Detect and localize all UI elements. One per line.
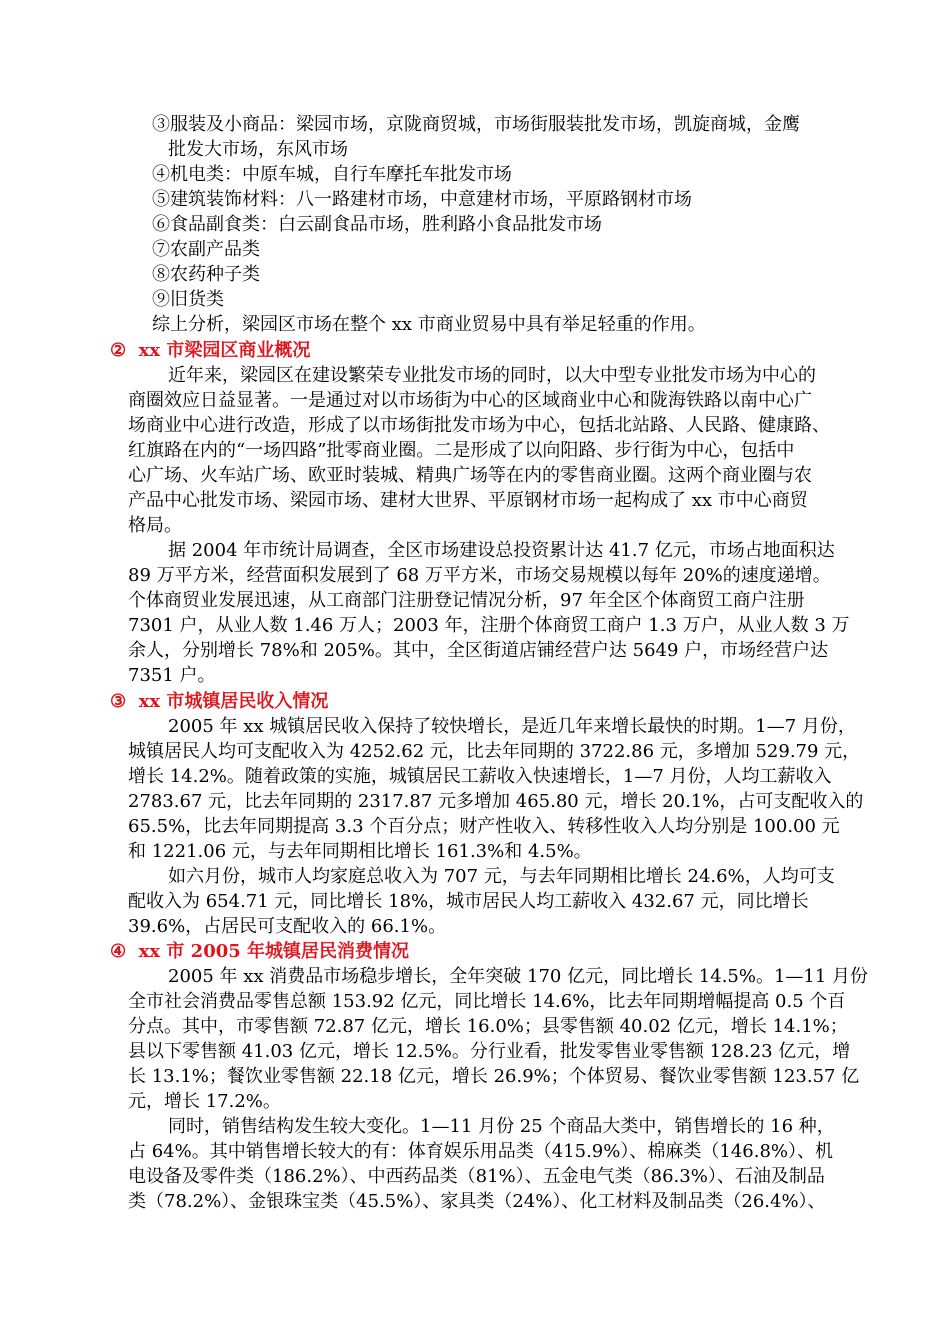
body-text-line: 商圈效应日益显著。一是通过对以市场街为中心的区域商业中心和陇海铁路以南中心广 (128, 390, 812, 411)
body-text-line: ⑧农药种子类 (152, 264, 260, 285)
body-text-line: 配收入为 654.71 元，同比增长 18%，城市居民人均工薪收入 432.67 元，同比增长 (128, 891, 809, 912)
body-text-line: 元，增长 17.2%。 (128, 1091, 281, 1112)
body-text-line: 产品中心批发市场、梁园市场、建材大世界、平原钢材市场一起构成了 xx 市中心商贸 (128, 490, 808, 511)
body-text-line: 电设备及零件类（186.2%）、中西药品类（81%）、五金电气类（86.3%）、石油及制品 (128, 1166, 825, 1187)
body-text-line: 城镇居民人均可支配收入为 4252.62 元，比去年同期的 3722.86 元，多增加 529.79 元， (128, 741, 861, 762)
body-text-line: 近年来，梁园区在建设繁荣专业批发市场的同时，以大中型专业批发市场为中心的 (168, 365, 816, 386)
body-text-line: 批发大市场，东风市场 (168, 139, 348, 160)
body-text-line: 如六月份，城市人均家庭总收入为 707 元，与去年同期相比增长 24.6%，人均可支 (168, 866, 835, 887)
body-text-line: 39.6%，占居民可支配收入的 66.1%。 (128, 916, 447, 937)
body-text-line: ③服装及小商品：梁园市场，京陇商贸城，市场街服装批发市场，凯旋商城，金鹰 (152, 114, 800, 135)
body-text-line: ⑤建筑装饰材料：八一路建材市场，中意建材市场，平原路钢材市场 (152, 189, 692, 210)
body-text-line: ⑨旧货类 (152, 289, 224, 310)
section-heading: ④ xx 市 2005 年城镇居民消费情况 (110, 941, 410, 962)
body-text-line: ⑦农副产品类 (152, 239, 260, 260)
body-text-line: 个体商贸业发展迅速，从工商部门注册登记情况分析，97 年全区个体商贸工商户注册 (128, 590, 805, 611)
body-text-line: 场商业中心进行改造，形成了以市场街批发市场为中心，包括北站路、人民路、健康路、 (128, 415, 830, 436)
body-text-line: 心广场、火车站广场、欧亚时装城、精典广场等在内的零售商业圈。这两个商业圈与农 (128, 465, 812, 486)
body-text-line: 全市社会消费品零售总额 153.92 亿元，同比增长 14.6%，比去年同期增幅提高 0.5 个百 (128, 991, 846, 1012)
body-text-line: 县以下零售额 41.03 亿元，增长 12.5%。分行业看，批发零售业零售额 128.23 亿元，增 (128, 1041, 851, 1062)
section-heading: ③ xx 市城镇居民收入情况 (110, 691, 329, 712)
body-text-line: ④机电类：中原车城，自行车摩托车批发市场 (152, 164, 512, 185)
body-text-line: ⑥食品副食类：白云副食品市场，胜利路小食品批发市场 (152, 214, 602, 235)
body-text-line: 2005 年 xx 消费品市场稳步增长，全年突破 170 亿元，同比增长 14.5%。1—11 月份 (168, 966, 869, 987)
body-text-line: 综上分析，梁园区市场在整个 xx 市商业贸易中具有举足轻重的作用。 (152, 314, 706, 335)
body-text-line: 89 万平方米，经营面积发展到了 68 万平方米，市场交易规模以每年 20%的速度递增。 (128, 565, 831, 586)
body-text-line: 7351 户。 (128, 665, 216, 686)
body-text-line: 红旗路在内的“一场四路”批零商业圈。二是形成了以向阳路、步行街为中心，包括中 (128, 440, 795, 461)
body-text-line: 2005 年 xx 城镇居民收入保持了较快增长，是近几年来增长最快的时期。1—7 月份， (168, 716, 856, 737)
body-text-line: 7301 户，从业人数 1.46 万人；2003 年，注册个体商贸工商户 1.3 万户，从业人数 3 万 (128, 615, 850, 636)
body-text-line: 据 2004 年市统计局调查，全区市场建设总投资累计达 41.7 亿元，市场占地面积达 (168, 540, 835, 561)
body-text-line: 类（78.2%）、金银珠宝类（45.5%）、家具类（24%）、化工材料及制品类（26.4%）、 (128, 1191, 826, 1212)
body-text-line: 增长 14.2%。随着政策的实施，城镇居民工薪收入快速增长，1—7 月份，人均工薪收入 (128, 766, 832, 787)
body-text-line: 长 13.1%；餐饮业零售额 22.18 亿元，增长 26.9%；个体贸易、餐饮业零售额 123.57 亿 (128, 1066, 860, 1087)
body-text-line: 格局。 (128, 515, 182, 536)
body-text-line: 同时，销售结构发生较大变化。1—11 月份 25 个商品大类中，销售增长的 16 种， (168, 1116, 835, 1137)
body-text-line: 分点。其中，市零售额 72.87 亿元，增长 16.0%；县零售额 40.02 亿元，增长 14.1%； (128, 1016, 848, 1037)
section-heading: ② xx 市梁园区商业概况 (110, 340, 311, 361)
body-text-line: 余人，分别增长 78%和 205%。其中，全区街道店铺经营户达 5649 户，市场经营户达 (128, 640, 829, 661)
body-text-line: 占 64%。其中销售增长较大的有：体育娱乐用品类（415.9%）、棉麻类（146.8%）、机 (128, 1141, 833, 1162)
body-text-line: 65.5%，比去年同期提高 3.3 个百分点；财产性收入、转移性收入人均分别是 100.00 元 (128, 816, 840, 837)
body-text-line: 2783.67 元，比去年同期的 2317.87 元多增加 465.80 元，增长 20.1%，占可支配收入的 (128, 791, 864, 812)
body-text-line: 和 1221.06 元，与去年同期相比增长 161.3%和 4.5%。 (128, 841, 592, 862)
